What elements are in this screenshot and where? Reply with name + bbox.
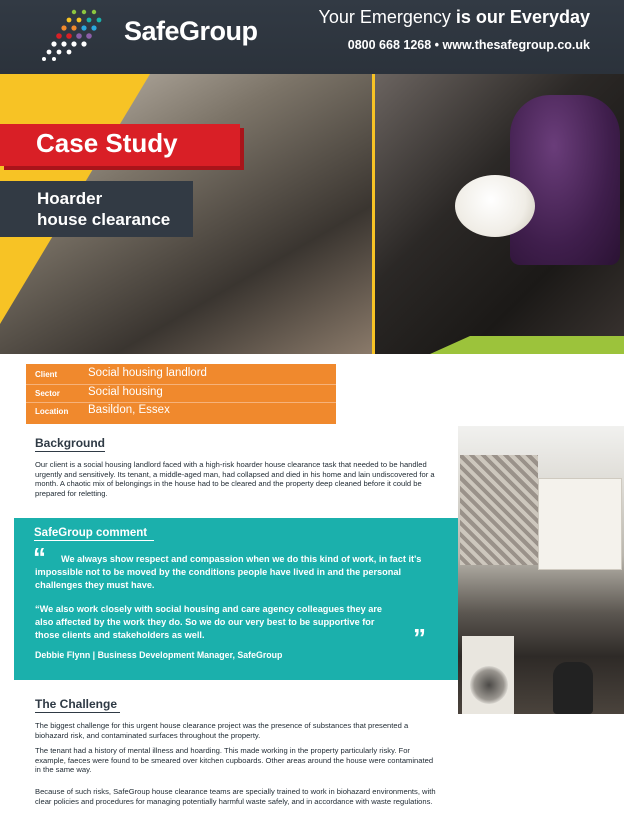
comment-quote-2: “We also work closely with social housing and care agency colleagues they are also affected by the work they do. So we do our very best to be supportive for those clients and stakeholders as well. — [35, 604, 383, 640]
brand-name: SafeGroup — [124, 16, 258, 46]
comment-underline — [34, 540, 154, 541]
info-row-sector — [26, 385, 336, 403]
comment-quote-1: We always show respect and compassion when we do this kind of work, in fact it's impossible not to be moved by the conditions people have lived in and the personal challenges they must have. — [35, 554, 422, 590]
tagline — [300, 7, 590, 28]
kitchen-cabinet — [538, 478, 622, 570]
case-title-line2: house clearance — [37, 210, 171, 229]
tissue-shape — [455, 175, 535, 237]
washer-door — [470, 666, 508, 704]
case-study-label: Case Study — [36, 128, 178, 158]
heading-underline — [35, 712, 120, 713]
safegroup-logo-icon — [38, 6, 118, 62]
tagline-bold: is our Everyday — [455, 7, 590, 27]
info-key: Sector — [35, 389, 60, 398]
open-quote-icon: “ — [33, 542, 46, 572]
challenge-heading: The Challenge — [35, 697, 118, 711]
purple-bin-shape — [510, 95, 620, 265]
challenge-paragraph-1: The biggest challenge for this urgent house clearance project was the presence of substances that presented a biohazard risk, and contaminated surfaces throughout the property. — [35, 721, 409, 740]
info-value: Basildon, Essex — [88, 404, 170, 416]
close-quote-icon: ” — [413, 623, 426, 653]
challenge-paragraph-2: The tenant had a history of mental illness and hoarding. This made working in the property particularly risky. For example, faeces were found to be smeared over kitchen cupboards. Other areas around the house were contaminated in the same way. — [35, 746, 434, 775]
comment-attribution: Debbie Flynn | Business Development Manager, SafeGroup — [35, 650, 283, 660]
info-row-client — [26, 366, 336, 384]
case-title-line1: Hoarder — [37, 189, 103, 208]
info-key: Location — [35, 407, 69, 416]
info-value: Social housing landlord — [88, 367, 207, 379]
contact-info: 0800 668 1268 • www.thesafegroup.co.uk — [347, 38, 590, 52]
info-row-location — [26, 403, 336, 421]
background-heading: Background — [35, 436, 106, 450]
challenge-paragraph-3: Because of such risks, SafeGroup house clearance teams are specially trained to work in biohazard environments, with clear policies and procedures for managing potentially harmful waste safely, and in accordance with waste regulations. — [35, 787, 436, 806]
case-title — [37, 188, 170, 230]
background-text: Our client is a social housing landlord faced with a high-risk hoarder house clearance task that needed to be handled urgently and sensitively. Its tenant, a middle-aged man, had collapsed and died in his home and lain undiscovered for a month. A chaotic mix of belongings in the house had to be cleared and the property deep cleaned before it could be prepared for reletting. — [35, 460, 435, 498]
comment-heading: SafeGroup comment — [34, 527, 148, 539]
heading-underline — [35, 451, 105, 452]
kitchen-wallpaper — [460, 455, 538, 565]
info-value: Social housing — [88, 386, 163, 398]
info-key: Client — [35, 370, 58, 379]
tagline-regular: Your Emergency — [318, 7, 456, 27]
kitchen-bin — [553, 662, 593, 714]
